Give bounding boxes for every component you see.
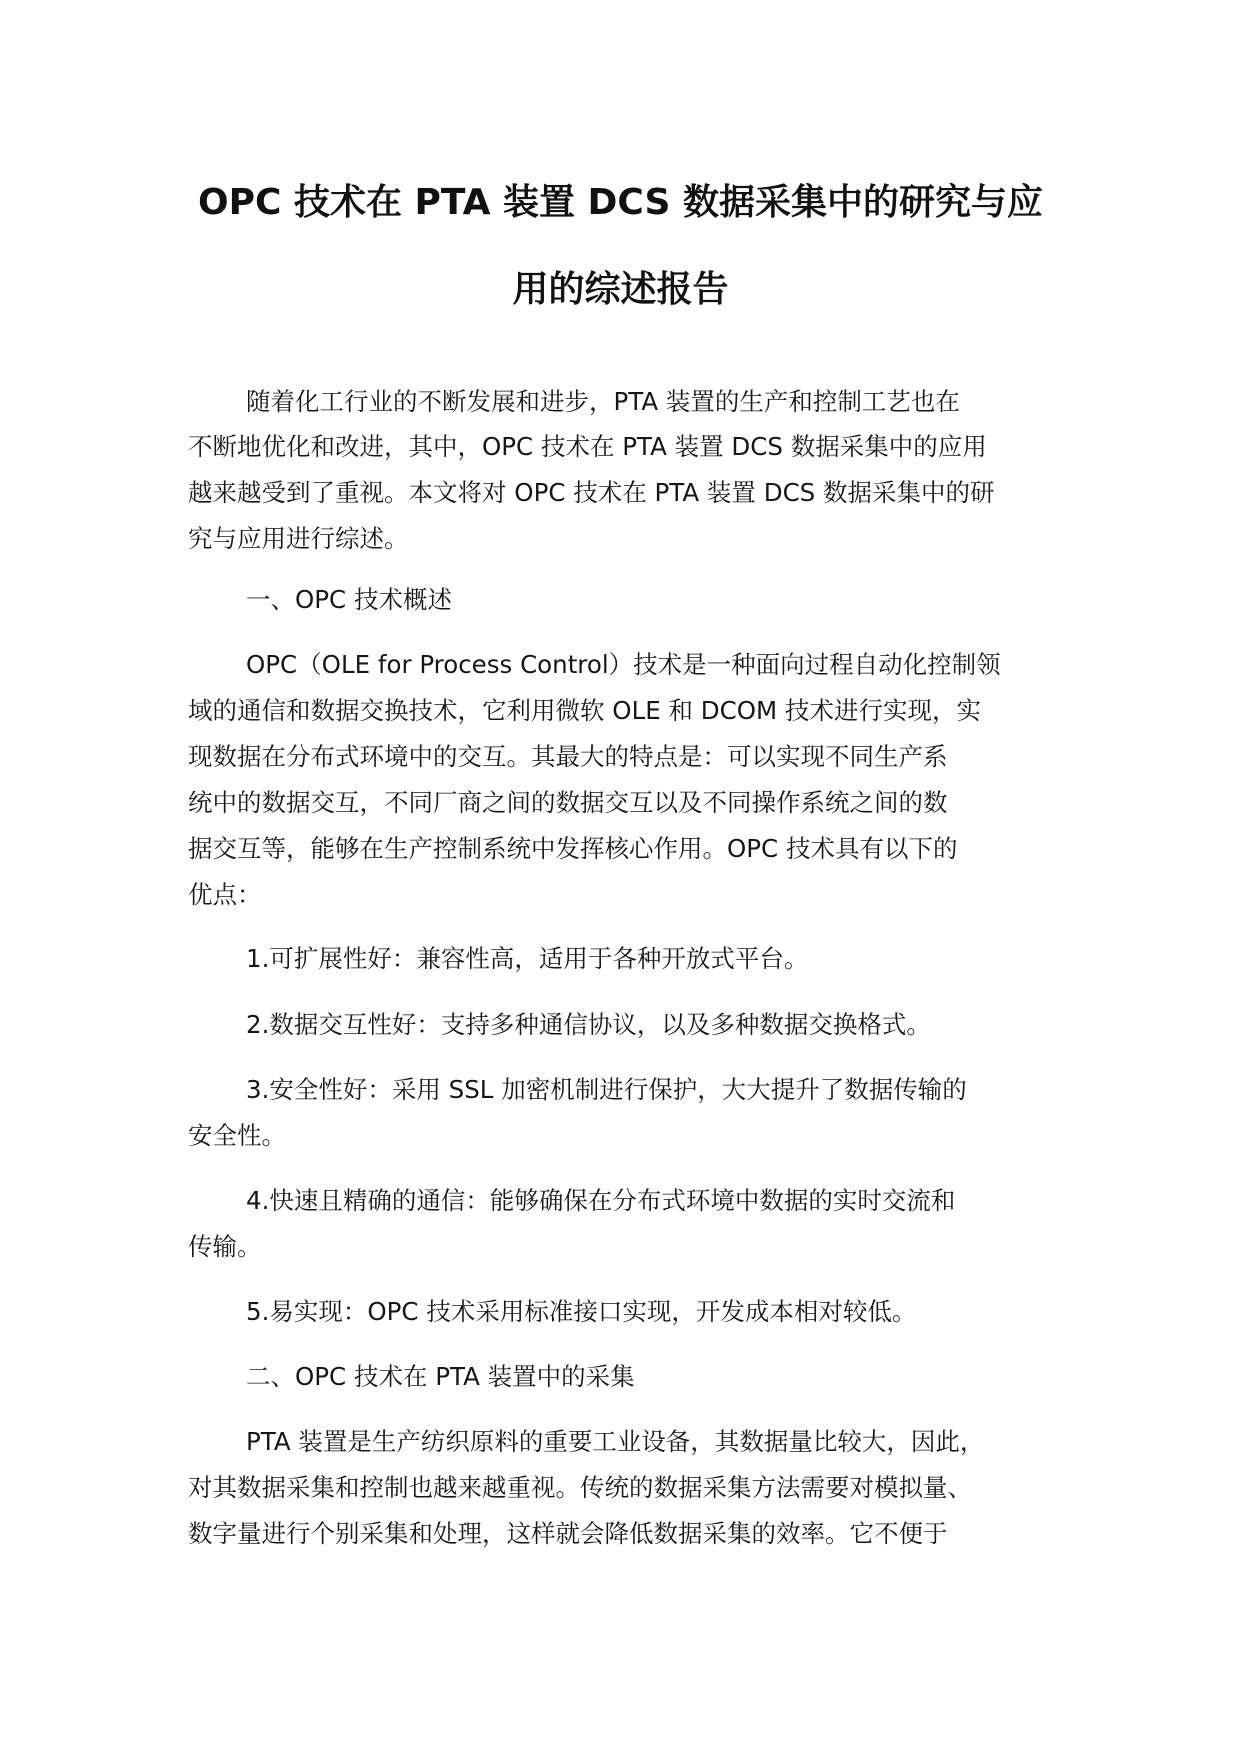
paragraph-pta-line-1: PTA 装置是生产纺织原料的重要工业设备，其数据量比较大，因此， xyxy=(246,1427,985,1456)
list-item-4-line-1: 4.快速且精确的通信：能够确保在分布式环境中数据的实时交流和 xyxy=(246,1186,956,1215)
paragraph-pta-line-3: 数字量进行个别采集和处理，这样就会降低数据采集的效率。它不便于 xyxy=(188,1519,948,1548)
list-item-3-line-1: 3.安全性好：采用 SSL 加密机制进行保护，大大提升了数据传输的 xyxy=(246,1075,967,1104)
list-item-5: 5.易实现：OPC 技术采用标准接口实现，开发成本相对较低。 xyxy=(246,1297,917,1326)
document-title-line-1: OPC 技术在 PTA 装置 DCS 数据采集中的研究与应 xyxy=(198,182,1043,223)
paragraph-intro-line-3: 越来越受到了重视。本文将对 OPC 技术在 PTA 装置 DCS 数据采集中的研 xyxy=(188,478,995,507)
paragraph-opc-line-2: 域的通信和数据交换技术，它利用微软 OLE 和 DCOM 技术进行实现，实 xyxy=(188,696,981,725)
list-item-4-line-2: 传输。 xyxy=(188,1232,262,1261)
section-heading-2: 二、OPC 技术在 PTA 装置中的采集 xyxy=(246,1362,635,1391)
paragraph-opc-line-4: 统中的数据交互，不同厂商之间的数据交互以及不同操作系统之间的数 xyxy=(188,788,948,817)
paragraph-opc-line-5: 据交互等，能够在生产控制系统中发挥核心作用。OPC 技术具有以下的 xyxy=(188,834,958,863)
paragraph-intro-line-1: 随着化工行业的不断发展和进步，PTA 装置的生产和控制工艺也在 xyxy=(246,387,960,416)
paragraph-opc-line-6: 优点： xyxy=(188,880,262,909)
paragraph-opc-line-1: OPC（OLE for Process Control）技术是一种面向过程自动化控制领 xyxy=(246,650,1001,679)
section-heading-1: 一、OPC 技术概述 xyxy=(246,585,452,614)
paragraph-pta-line-2: 对其数据采集和控制也越来越重视。传统的数据采集方法需要对模拟量、 xyxy=(188,1473,972,1502)
list-item-1: 1.可扩展性好：兼容性高，适用于各种开放式平台。 xyxy=(246,944,809,973)
document-title-line-2: 用的综述报告 xyxy=(512,269,729,310)
paragraph-intro-line-2: 不断地优化和改进，其中，OPC 技术在 PTA 装置 DCS 数据采集中的应用 xyxy=(188,432,987,461)
paragraph-intro-line-4: 究与应用进行综述。 xyxy=(188,524,409,553)
paragraph-opc-line-3: 现数据在分布式环境中的交互。其最大的特点是：可以实现不同生产系 xyxy=(188,742,948,771)
list-item-2: 2.数据交互性好：支持多种通信协议，以及多种数据交换格式。 xyxy=(246,1010,931,1039)
list-item-3-line-2: 安全性。 xyxy=(188,1121,286,1150)
